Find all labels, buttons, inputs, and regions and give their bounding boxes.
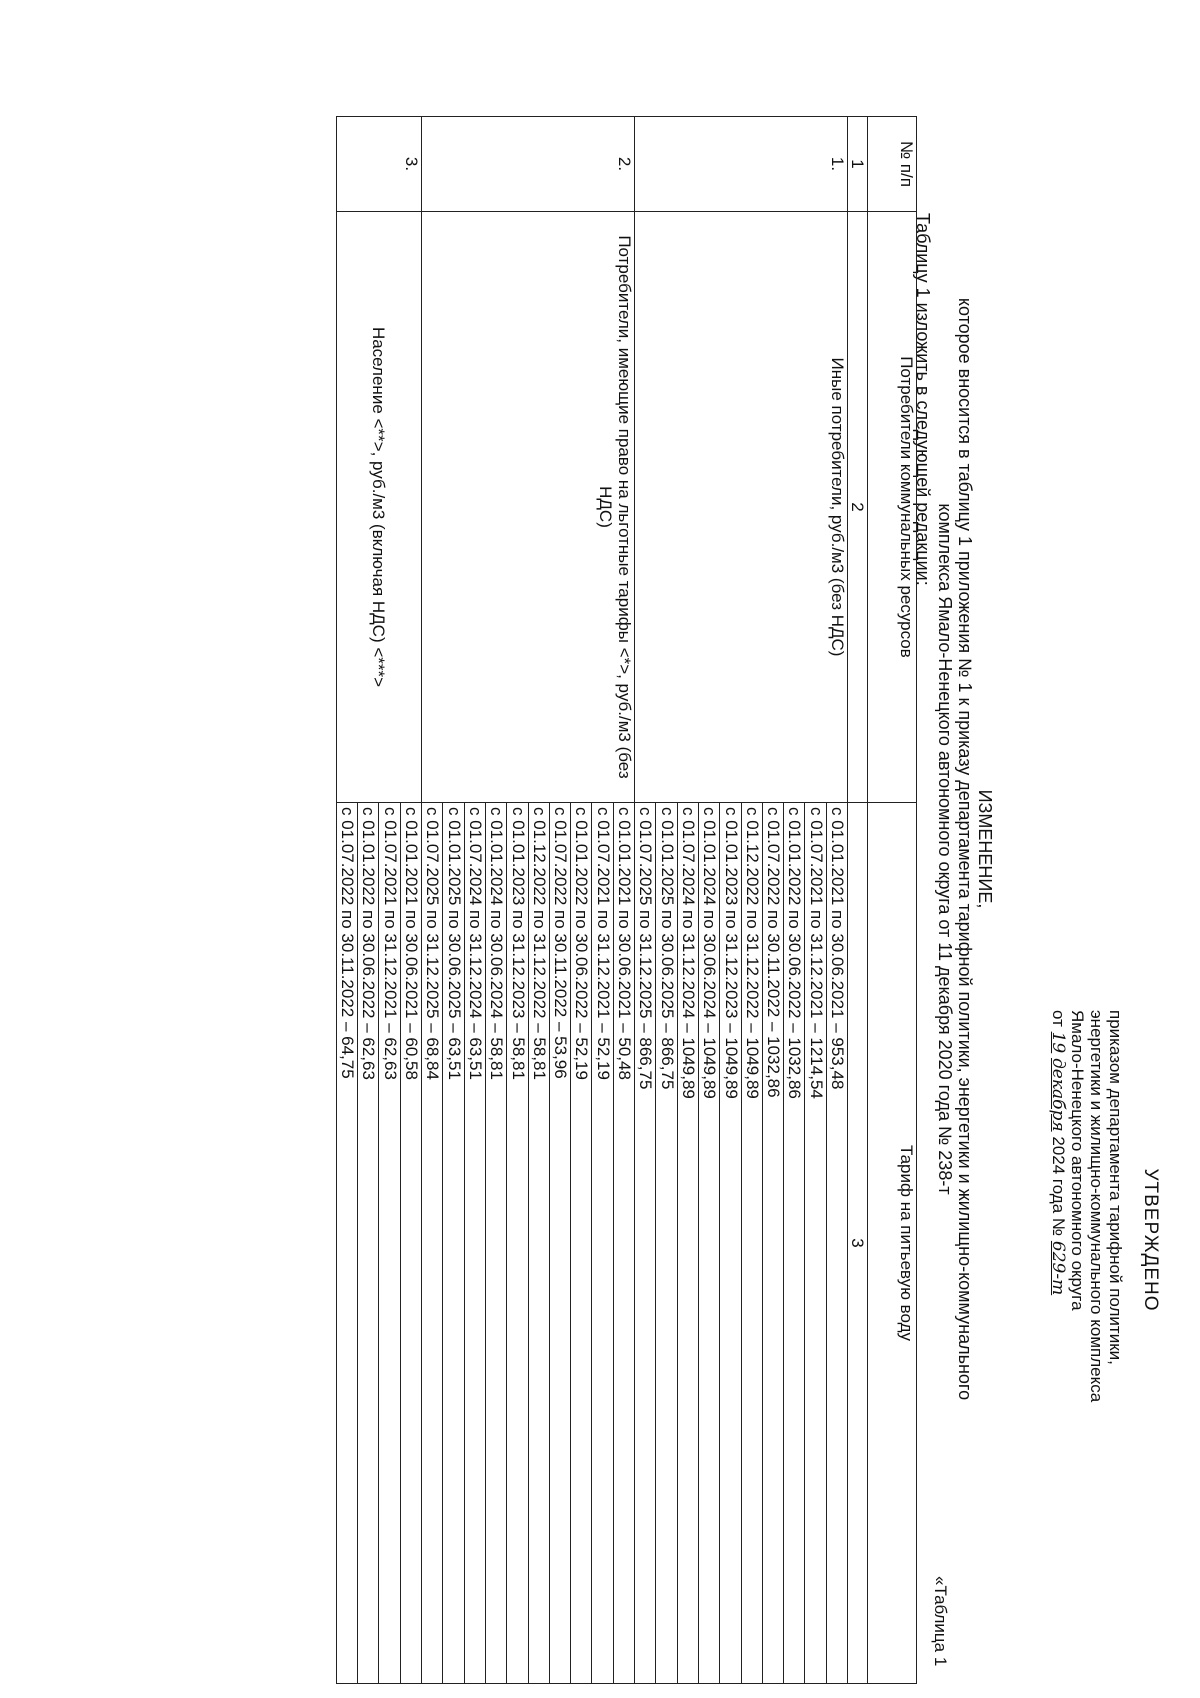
tariff-rate: с 01.01.2024 по 30.06.2024 – 1049,89 <box>698 803 719 1684</box>
tariff-rate: с 01.07.2021 по 31.12.2021 – 62,63 <box>379 803 400 1684</box>
title-heading: ИЗМЕНЕНИЕ, <box>975 789 995 909</box>
consumer-cell: Потребители, имеющие право на льготные тарифы <*>, руб./м3 (без НДС) <box>422 212 635 803</box>
order-number: 629-т <box>1048 1240 1068 1296</box>
table-row <box>613 117 634 1684</box>
tariff-rate: с 01.01.2022 по 30.06.2022 – 52,19 <box>571 803 592 1684</box>
column-number-row <box>848 117 868 1684</box>
title-line-2: комплекса Ямало-Ненецкого автономного округа от 11 декабря 2020 года № 238-т <box>935 503 955 1195</box>
date-month: декабря <box>1048 1057 1068 1132</box>
tariff-rate: с 01.07.2022 по 30.11.2022 – 53,96 <box>549 803 570 1684</box>
column-number: 1 <box>848 117 868 212</box>
change-title <box>935 0 995 1698</box>
header-tariff: Тариф на питьевую воду <box>868 803 917 1684</box>
tariff-rate: с 01.07.2025 по 31.12.2025 – 866,75 <box>635 803 656 1684</box>
date-day: 19 <box>1048 1031 1068 1054</box>
tariff-rate: с 01.07.2021 по 31.12.2021 – 1214,54 <box>805 803 826 1684</box>
tariff-rate: с 01.01.2023 по 31.12.2023 – 1049,89 <box>720 803 741 1684</box>
tariff-rate: с 01.01.2022 по 30.06.2022 – 1032,86 <box>784 803 805 1684</box>
tariff-rate: с 01.12.2022 по 31.12.2022 – 58,81 <box>528 803 549 1684</box>
tariff-rate: с 01.12.2022 по 31.12.2022 – 1049,89 <box>741 803 762 1684</box>
row-number: 1. <box>635 117 848 212</box>
tariff-rate: с 01.01.2023 по 31.12.2023 – 58,81 <box>507 803 528 1684</box>
approval-line: энергетики и жилищно-коммунального комплекса <box>1087 1010 1106 1403</box>
tariff-rate: с 01.07.2025 по 31.12.2025 – 68,84 <box>422 803 443 1684</box>
column-number: 3 <box>848 803 868 1684</box>
tariff-rate: с 01.07.2024 по 31.12.2024 – 63,51 <box>464 803 485 1684</box>
tariff-rate: с 01.07.2022 по 30.11.2022 – 1032,86 <box>762 803 783 1684</box>
tariff-rate: с 01.07.2022 по 30.11.2022 – 64,75 <box>336 803 357 1684</box>
title-line-1: которое вносится в таблицу 1 приложения № 1 к приказу департамента тарифной политики, энергетики и жилищно-коммунального <box>955 297 975 1401</box>
table-row <box>826 117 847 1684</box>
table-row <box>400 117 421 1684</box>
tariff-rate: с 01.07.2021 по 31.12.2021 – 52,19 <box>592 803 613 1684</box>
date-prefix: от <box>1049 1010 1068 1027</box>
tariff-rate: с 01.01.2022 по 30.06.2022 – 62,63 <box>358 803 379 1684</box>
tariff-rate: с 01.01.2021 по 30.06.2021 – 953,48 <box>826 803 847 1684</box>
tariff-rate: с 01.01.2021 по 30.06.2021 – 50,48 <box>613 803 634 1684</box>
approval-line: Ямало-Ненецкого автономного округа <box>1068 1010 1087 1311</box>
approval-heading: УТВЕРЖДЕНО <box>1140 1168 1161 1312</box>
tariff-rate: с 01.01.2025 по 30.06.2025 – 63,51 <box>443 803 464 1684</box>
tariff-table <box>336 116 917 1684</box>
redaction-note: Таблицу 1 изложить в следующей редакции: <box>913 213 933 586</box>
table-header-row <box>868 117 917 1684</box>
tariff-rate: с 01.07.2024 по 31.12.2024 – 1049,89 <box>677 803 698 1684</box>
date-year: 2024 года № <box>1049 1136 1068 1237</box>
consumer-cell: Население <**>, руб./м3 (включая НДС) <***> <box>336 212 421 803</box>
table-label: «Таблица 1 <box>931 1576 950 1667</box>
row-number: 2. <box>422 117 635 212</box>
approval-date <box>1048 1010 1068 1470</box>
header-consumers: Потребители коммунальных ресурсов <box>868 212 917 803</box>
approval-line: приказом департамента тарифной политики, <box>1106 1010 1125 1365</box>
row-number: 3. <box>336 117 421 212</box>
approval-block <box>1048 1010 1160 1470</box>
header-num: № п/п <box>868 117 917 212</box>
tariff-rate: с 01.01.2021 по 30.06.2021 – 60,58 <box>400 803 421 1684</box>
tariff-rate: с 01.01.2025 по 30.06.2025 – 866,75 <box>656 803 677 1684</box>
consumer-cell: Иные потребители, руб./м3 (без НДС) <box>635 212 848 803</box>
column-number: 2 <box>848 212 868 803</box>
tariff-rate: с 01.01.2024 по 30.06.2024 – 58,81 <box>485 803 506 1684</box>
